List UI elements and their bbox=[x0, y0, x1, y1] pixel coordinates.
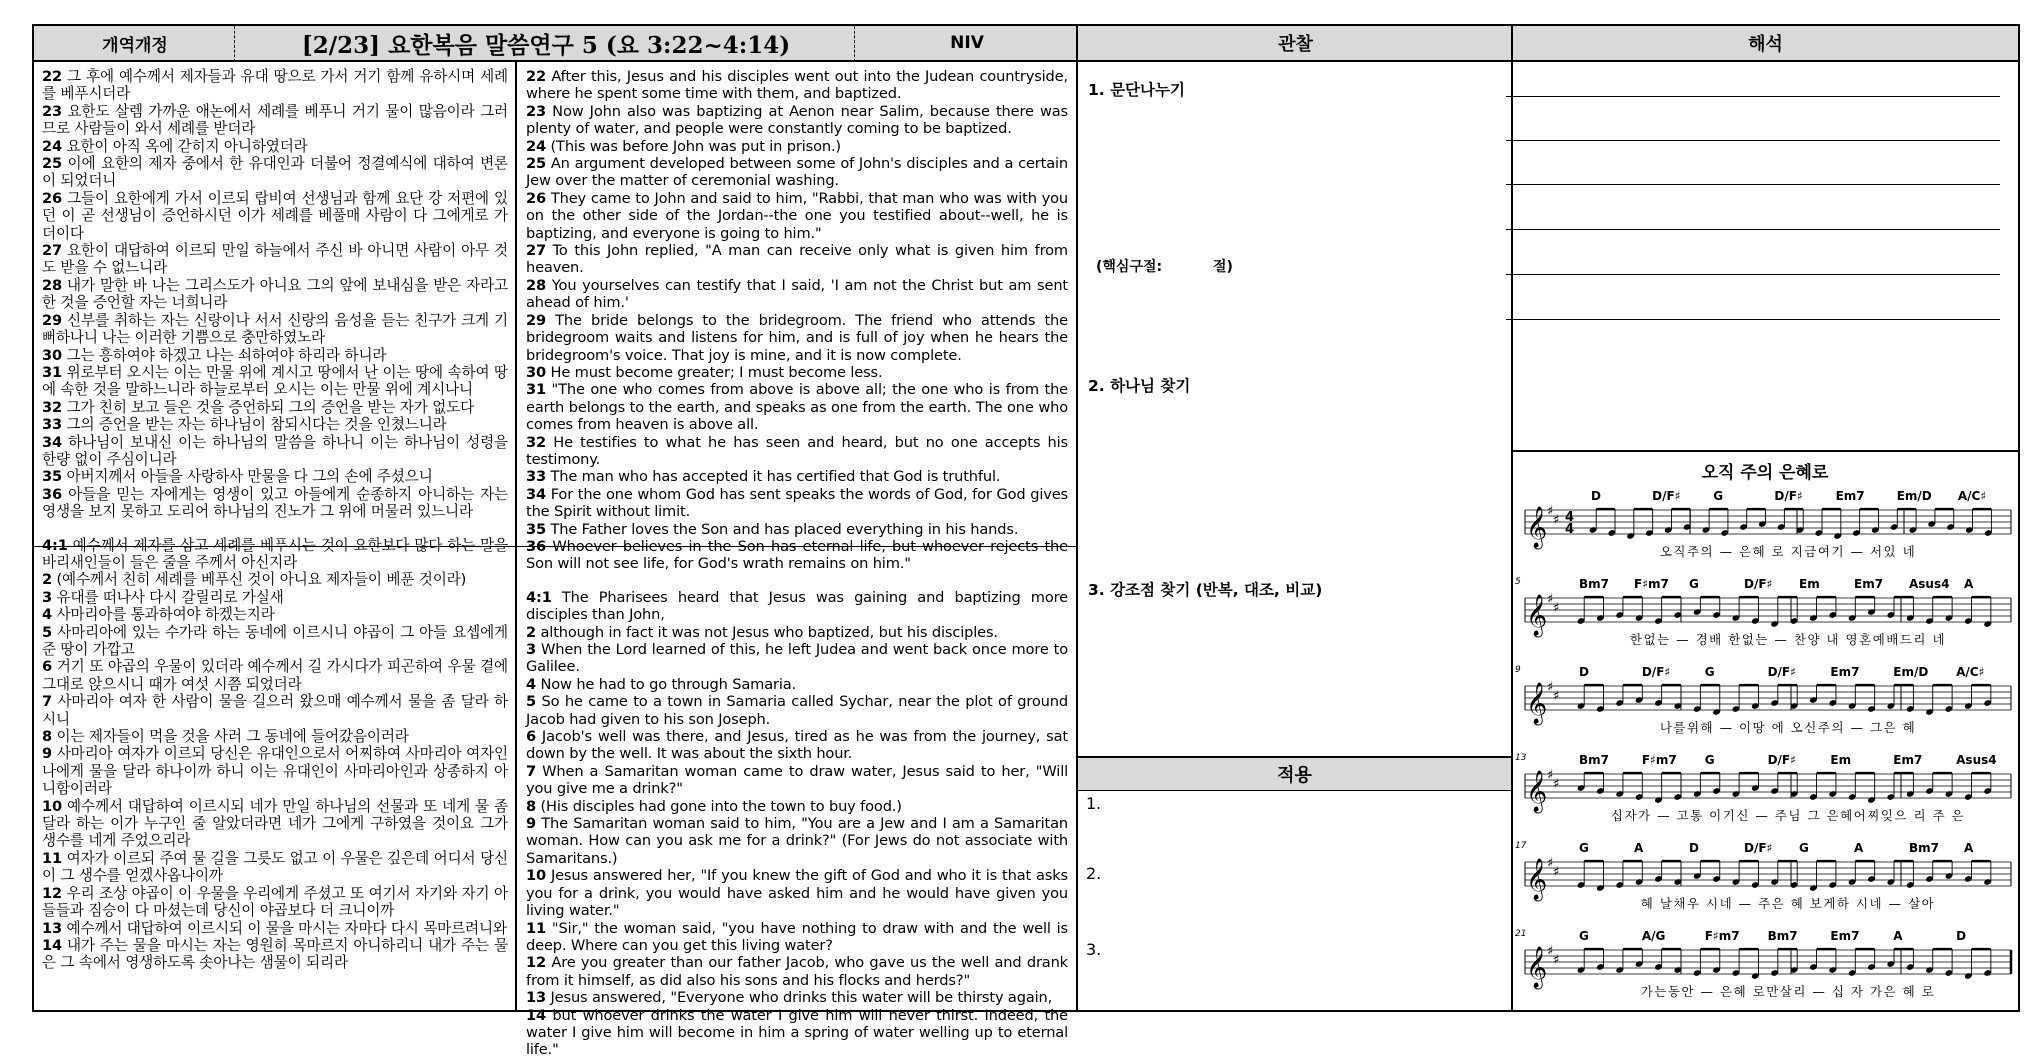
verse-text: 예수께서 제자를 삼고 세례를 베푸시는 것이 요한보다 많다 하는 말을 바리새인들이 들은 줄을 주께서 아신지라 bbox=[42, 536, 508, 571]
verse-number: 8 bbox=[526, 797, 537, 815]
verse-number: 9 bbox=[526, 815, 537, 833]
key-sharp: ♯ bbox=[1553, 689, 1560, 704]
verse-number: 30 bbox=[526, 363, 547, 381]
verse-text: but whoever drinks the water I give him will never thirst. Indeed, the water I give him will become in him a spring of water welling up to eternal life." bbox=[526, 1006, 1068, 1059]
verse-text: 사마리아 여자가 이르되 당신은 유대인으로서 어찌하여 사마리아 여자인 나에게 물을 달라 하나이까 하니 이는 유대인이 사마리아인과 상종하지 아니함이러라 bbox=[42, 745, 508, 798]
verse-text: The Pharisees heard that Jesus was gaining and baptizing more disciples than John, bbox=[526, 588, 1068, 624]
verse-text: 유대를 떠나사 다시 갈릴리로 가실새 bbox=[52, 588, 284, 606]
verse-text: 이는 제자들이 먹을 것을 사러 그 동네에 들어갔음이러라 bbox=[52, 728, 409, 746]
chord-symbol: D/F♯ bbox=[1767, 665, 1796, 679]
key-sharp: ♯ bbox=[1553, 513, 1560, 528]
verse-text: 내가 말한 바 나는 그리스도가 아니요 그의 앞에 보내심을 받은 자라고 한 것을 증언할 자는 너희니라 bbox=[42, 276, 508, 312]
verse-number: 6 bbox=[42, 658, 53, 676]
verse-text: 요한이 대답하여 이르되 만일 하늘에서 주신 바 아니면 사람이 아무 것도 받을 수 없느니라 bbox=[42, 242, 508, 277]
treble-clef: 𝄞 bbox=[1526, 859, 1548, 900]
verse-number: 28 bbox=[42, 276, 63, 294]
sheet-music bbox=[1513, 452, 2018, 1012]
verse-number: 7 bbox=[526, 762, 537, 780]
verse-text: After this, Jesus and his disciples went out into the Judean countryside, where he spent some time with them, and baptized. bbox=[526, 68, 1068, 103]
verse-text: (예수께서 친히 세례를 베푸신 것이 아니요 제자들이 베푼 것이라) bbox=[52, 571, 467, 589]
verse-number: 28 bbox=[526, 276, 547, 294]
verse bbox=[526, 763, 1068, 798]
chord-symbol: Em7 bbox=[1893, 753, 1923, 767]
verse bbox=[526, 155, 1068, 190]
chord-symbol: Asus4 bbox=[1909, 577, 1950, 591]
verse bbox=[526, 693, 1068, 728]
verse bbox=[526, 728, 1068, 763]
measure-number: 13 bbox=[1515, 753, 1527, 763]
verse-text: (This was before John was put in prison.) bbox=[546, 137, 841, 155]
verse bbox=[42, 347, 508, 364]
verse bbox=[526, 242, 1068, 277]
chord-symbol: Em bbox=[1830, 753, 1852, 767]
chord-symbol: G bbox=[1579, 929, 1589, 943]
verse bbox=[42, 277, 508, 312]
verse bbox=[526, 312, 1068, 364]
verse bbox=[526, 68, 1068, 103]
verse-number: 10 bbox=[42, 797, 63, 815]
verse bbox=[526, 589, 1068, 624]
verse bbox=[526, 867, 1068, 919]
verse-number: 23 bbox=[42, 102, 63, 120]
writing-line bbox=[1506, 274, 2000, 275]
key-sharp: ♯ bbox=[1553, 953, 1560, 968]
observe-item-3: 3. 강조점 찾기 (반복, 대조, 비교) bbox=[1088, 581, 1323, 599]
verse-number: 35 bbox=[42, 468, 63, 486]
verse bbox=[42, 399, 508, 416]
verse-number: 27 bbox=[42, 242, 63, 260]
key-sharp: ♯ bbox=[1547, 504, 1554, 519]
niv-text bbox=[526, 68, 1068, 1059]
verse bbox=[526, 920, 1068, 955]
chord-symbol: Bm7 bbox=[1909, 841, 1939, 855]
page-title: [2/23] 요한복음 말씀연구 5 (요 3:22~4:14) bbox=[236, 26, 856, 62]
verse-number: 36 bbox=[526, 537, 547, 555]
verse-text: 아들을 믿는 자에게는 영생이 있고 아들에게 순종하지 아니하는 자는 영생을 보지 못하고 도리어 하나님의 진노가 그 위에 머물러 있느니라 bbox=[42, 485, 508, 521]
verse-number: 13 bbox=[526, 989, 547, 1007]
verse-text: 그가 친히 보고 들은 것을 증언하되 그의 증언을 받는 자가 없도다 bbox=[62, 398, 475, 416]
chord-symbol: G bbox=[1713, 489, 1724, 503]
key-sharp: ♯ bbox=[1547, 592, 1554, 607]
verse bbox=[526, 364, 1068, 381]
verse bbox=[526, 434, 1068, 469]
verse bbox=[526, 538, 1068, 573]
verse-number: 5 bbox=[42, 623, 53, 641]
verse-number: 3 bbox=[42, 588, 53, 606]
verse-text: 그는 흥하여야 하겠고 나는 쇠하여야 하리라 하니라 bbox=[62, 346, 387, 364]
verse-text: 위로부터 오시는 이는 만물 위에 계시고 땅에서 난 이는 땅에 속하여 땅에 속한 것을 말하느니라 하늘로부터 오시는 이는 만물 위에 계시나니 bbox=[42, 363, 508, 399]
chord-symbol: D/F♯ bbox=[1641, 665, 1671, 679]
verse-text: 요한이 아직 옥에 갇히지 아니하였더라 bbox=[62, 137, 308, 155]
verse bbox=[42, 606, 508, 623]
verse-text: Jesus answered her, "If you knew the gift of God and who it is that asks you for a drink, you would have asked him and he would have given you living water." bbox=[526, 867, 1068, 920]
chord-symbol: A/C♯ bbox=[1956, 665, 1985, 679]
verse-text: 내가 주는 물을 마시는 자는 영원히 목마르지 아니하리니 내가 주는 물은 그 속에서 영생하도록 솟아나는 샘물이 되리라 bbox=[42, 936, 508, 972]
verse-number: 11 bbox=[526, 919, 547, 937]
verse-number: 3 bbox=[526, 641, 537, 658]
verse-text: The bride belongs to the bridegroom. The friend who attends the bridegroom waits and listens for him, and is full of joy when he hears the bridegroom's voice. That joy is mine, and it is now complete. bbox=[526, 311, 1068, 364]
verse-text: An argument developed between some of John's disciples and a certain Jew over the matter of ceremonial washing. bbox=[526, 155, 1068, 190]
verse-text: 요한도 살렘 가까운 애논에서 세례를 베푸니 거기 물이 많음이라 그러므로 사람들이 와서 세례를 받더라 bbox=[42, 102, 508, 138]
chord-symbol: Bm7 bbox=[1579, 577, 1609, 591]
verse bbox=[42, 850, 508, 885]
verse-text: Now John also was baptizing at Aenon near Salim, because there was plenty of water, and people were constantly coming to be baptized. bbox=[526, 102, 1068, 138]
verse-text: So he came to a town in Samaria called Sychar, near the plot of ground Jacob had given to his son Joseph. bbox=[526, 693, 1068, 728]
lyrics-line: 나를위해 — 이땅 에 오신주의 — 그은 혜 bbox=[1659, 720, 1917, 735]
treble-clef: 𝄞 bbox=[1526, 683, 1548, 724]
verse bbox=[526, 190, 1068, 242]
verse-number: 26 bbox=[526, 189, 547, 207]
verse bbox=[526, 954, 1068, 989]
divider bbox=[234, 26, 235, 62]
verse-text: "Sir," the woman said, "you have nothing to draw with and the well is deep. Where can you get this living water? bbox=[526, 919, 1068, 954]
verse-number: 27 bbox=[526, 242, 547, 260]
chord-symbol: Em/D bbox=[1893, 665, 1929, 679]
verse bbox=[526, 486, 1068, 521]
chord-symbol: A bbox=[1634, 841, 1644, 855]
treble-clef: 𝄞 bbox=[1526, 507, 1548, 548]
apply-item-3: 3. bbox=[1086, 940, 1102, 959]
chord-symbol: Em7 bbox=[1830, 665, 1860, 679]
chord-symbol: Em7 bbox=[1854, 577, 1884, 591]
korean-text bbox=[42, 68, 508, 972]
apply-header: 적용 bbox=[1078, 758, 1511, 791]
verse-text: The Samaritan woman said to him, "You are a Jew and I am a Samaritan woman. How can you ask me for a drink?" (For Jews do not associate with Samaritans.) bbox=[526, 815, 1068, 867]
verse bbox=[42, 728, 508, 745]
verse bbox=[526, 1007, 1068, 1059]
verse-number: 4:1 bbox=[42, 536, 68, 554]
chord-symbol: A bbox=[1964, 577, 1974, 591]
verse-text: For the one whom God has sent speaks the words of God, for God gives the Spirit without limit. bbox=[526, 485, 1068, 521]
song-title: 오직 주의 은혜로 bbox=[1701, 463, 1829, 483]
chord-symbol: D bbox=[1579, 665, 1589, 679]
writing-line bbox=[1506, 229, 2000, 230]
verse bbox=[42, 537, 508, 572]
verse-number: 22 bbox=[42, 68, 63, 85]
key-sharp: ♯ bbox=[1547, 768, 1554, 783]
verse bbox=[42, 364, 508, 399]
verse-text: 신부를 취하는 자는 신랑이나 서서 신랑의 음성을 듣는 친구가 크게 기뻐하나니 나는 이러한 기쁨으로 충만하였노라 bbox=[42, 311, 508, 347]
chord-symbol: F♯m7 bbox=[1704, 929, 1740, 943]
verse-number: 13 bbox=[42, 919, 63, 937]
verse bbox=[42, 693, 508, 728]
chord-symbol: D/F♯ bbox=[1767, 753, 1796, 767]
time-signature: 4 bbox=[1565, 510, 1575, 525]
verse-text: 이에 요한의 제자 중에서 한 유대인과 더불어 정결예식에 대하여 변론이 되었더니 bbox=[42, 155, 508, 190]
verse-text: Whoever believes in the Son has eternal life, but whoever rejects the Son will not see life, for God's wrath remains on him." bbox=[526, 537, 1068, 573]
verse-number: 25 bbox=[42, 155, 63, 173]
verse-number: 31 bbox=[526, 381, 547, 399]
key-sharp: ♯ bbox=[1553, 865, 1560, 880]
verse-number: 12 bbox=[42, 884, 63, 902]
verse bbox=[42, 312, 508, 347]
chord-symbol: Em7 bbox=[1835, 489, 1865, 503]
verse-number: 22 bbox=[526, 68, 547, 85]
verse-number: 7 bbox=[42, 693, 53, 711]
chord-symbol: D/F♯ bbox=[1652, 489, 1681, 503]
chord-symbol: A bbox=[1893, 929, 1903, 943]
verse-number: 33 bbox=[42, 416, 63, 434]
chord-symbol: G bbox=[1579, 841, 1589, 855]
verse-text: 사마리아에 있는 수가라 하는 동네에 이르시니 야곱이 그 아들 요셉에게 준 땅이 가깝고 bbox=[42, 623, 508, 658]
verse-text: 사마리아를 통과하여야 하겠는지라 bbox=[52, 606, 275, 624]
observe-item-2: 2. 하나님 찾기 bbox=[1088, 377, 1191, 395]
verse-text: "The one who comes from above is above all; the one who is from the earth belongs to the earth, and speaks as one from the earth. The one who comes from heaven is above all. bbox=[526, 381, 1068, 434]
chord-symbol: D bbox=[1591, 489, 1601, 503]
divider bbox=[515, 62, 517, 1012]
verse bbox=[42, 486, 508, 521]
verse-number: 29 bbox=[42, 311, 63, 329]
verse-text: You yourselves can testify that I said, 'I am not the Christ but am sent ahead of him.' bbox=[526, 276, 1068, 312]
treble-clef: 𝄞 bbox=[1526, 595, 1548, 636]
verse bbox=[526, 277, 1068, 312]
verse bbox=[42, 589, 508, 606]
verse-text: When the Lord learned of this, he left Judea and went back once more to Galilee. bbox=[526, 641, 1068, 676]
verse bbox=[526, 798, 1068, 815]
verse-text: 우리 조상 야곱이 이 우물을 우리에게 주셨고 또 여기서 자기와 자기 아들들과 짐승이 다 마셨는데 당신이 야곱보다 더 크니이까 bbox=[42, 884, 508, 920]
key-sharp: ♯ bbox=[1553, 601, 1560, 616]
verse bbox=[42, 571, 508, 588]
verse bbox=[526, 468, 1068, 485]
verse bbox=[526, 381, 1068, 433]
header-observe: 관찰 bbox=[1078, 26, 1513, 62]
key-verse-suffix: 절) bbox=[1212, 259, 1233, 275]
verse bbox=[42, 920, 508, 937]
chord-symbol: G bbox=[1799, 841, 1809, 855]
verse-number: 4 bbox=[526, 675, 537, 693]
verse-text: To this John replied, "A man can receive only what is given him from heaven. bbox=[526, 242, 1068, 277]
verse-number: 36 bbox=[42, 485, 63, 503]
verse bbox=[42, 155, 508, 190]
verse bbox=[526, 641, 1068, 676]
verse bbox=[526, 989, 1068, 1006]
verse-text: Jesus answered, "Everyone who drinks this water will be thirsty again, bbox=[546, 989, 1053, 1007]
verse-number: 9 bbox=[42, 745, 53, 763]
verse-number: 12 bbox=[526, 954, 547, 972]
chord-symbol: Asus4 bbox=[1956, 753, 1997, 767]
verse bbox=[526, 521, 1068, 538]
verse-number: 34 bbox=[526, 485, 547, 503]
writing-line bbox=[1506, 140, 2000, 141]
verse bbox=[42, 468, 508, 485]
verse-text: (His disciples had gone into the town to buy food.) bbox=[536, 797, 902, 815]
header-korean-version: 개역개정 bbox=[34, 26, 236, 62]
verse-text: 사마리아 여자 한 사람이 물을 길으러 왔으매 예수께서 물을 좀 달라 하시니 bbox=[42, 693, 508, 728]
chord-symbol: F♯m7 bbox=[1634, 577, 1669, 591]
verse bbox=[42, 745, 508, 797]
verse-number: 6 bbox=[526, 728, 537, 746]
verse-text: 아버지께서 아들을 사랑하사 만물을 다 그의 손에 주셨으니 bbox=[62, 468, 433, 486]
lyrics-line: 십자가 — 고통 이기신 — 주님 그 은혜어찌잊으 리 주 은 bbox=[1610, 808, 1966, 823]
chord-symbol: A bbox=[1964, 841, 1974, 855]
verse-number: 23 bbox=[526, 102, 547, 120]
chord-symbol: Bm7 bbox=[1579, 753, 1609, 767]
verse-text: He testifies to what he has seen and heard, but no one accepts his testimony. bbox=[526, 433, 1068, 468]
verse-text: 여자가 이르되 주여 물 길을 그릇도 없고 이 우물은 깊은데 어디서 당신이 그 생수를 얻겠사옵나이까 bbox=[42, 849, 508, 885]
verse-text: He must become greater; I must become less. bbox=[546, 363, 883, 381]
verse bbox=[42, 190, 508, 242]
key-verse-prefix: (핵심구절: bbox=[1096, 259, 1163, 275]
lyrics-line: 오직주의 — 은혜 로 지금여기 — 서있 네 bbox=[1659, 544, 1917, 559]
chord-symbol: D/F♯ bbox=[1744, 577, 1773, 591]
verse-text: They came to John and said to him, "Rabbi, that man who was with you on the other side of the Jordan--the one you testified about--well, he is baptizing, and everyone is going to him." bbox=[526, 189, 1068, 242]
divider bbox=[854, 26, 855, 62]
verse bbox=[42, 434, 508, 469]
chord-symbol: F♯m7 bbox=[1641, 753, 1677, 767]
observe-item-1: 1. 문단나누기 bbox=[1088, 81, 1185, 99]
chord-symbol: D bbox=[1689, 841, 1699, 855]
treble-clef: 𝄞 bbox=[1526, 947, 1548, 988]
header-niv: NIV bbox=[856, 26, 1078, 62]
verse bbox=[42, 658, 508, 693]
verse-number: 30 bbox=[42, 346, 63, 364]
verse-number: 34 bbox=[42, 433, 63, 451]
header-interpret: 해석 bbox=[1513, 26, 2018, 62]
verse-text: 예수께서 대답하여 이르시되 네가 만일 하나님의 선물과 또 네게 물 좀 달라 하는 이가 누구인 줄 알았더라면 네가 그에게 구하였을 것이요 그가 생수를 네게 주었으리라 bbox=[42, 797, 508, 850]
verse bbox=[526, 676, 1068, 693]
chord-symbol: G bbox=[1689, 577, 1699, 591]
divider bbox=[1076, 26, 1078, 1012]
verse bbox=[42, 103, 508, 138]
verse-number: 25 bbox=[526, 155, 547, 173]
chord-symbol: G bbox=[1704, 665, 1715, 679]
verse-text: The man who has accepted it has certified that God is truthful. bbox=[546, 468, 1001, 486]
verse-number: 14 bbox=[42, 936, 63, 954]
verse-text: Are you greater than our father Jacob, who gave us the well and drank from it himself, as did also his sons and his flocks and herds?" bbox=[526, 954, 1068, 989]
verse-number: 33 bbox=[526, 468, 547, 486]
key-sharp: ♯ bbox=[1553, 777, 1560, 792]
verse-text: Jacob's well was there, and Jesus, tired as he was from the journey, sat down by the well. It was about the sixth hour. bbox=[526, 728, 1068, 763]
chord-symbol: A/C♯ bbox=[1957, 489, 1987, 503]
verse-text: 그들이 요한에게 가서 이르되 랍비여 선생님과 함께 요단 강 저편에 있던 이 곧 선생님이 증언하시던 이가 세례를 베풀매 사람이 다 그에게로 가더이다 bbox=[42, 189, 508, 242]
verse bbox=[526, 103, 1068, 138]
chord-symbol: A bbox=[1854, 841, 1864, 855]
verse-text: When a Samaritan woman came to draw water, Jesus said to her, "Will you give me a drink?" bbox=[526, 762, 1068, 798]
chord-symbol: A/G bbox=[1641, 929, 1666, 943]
lyrics-line: 가는동안 — 은혜 로만살리 — 십 자 가은 혜 로 bbox=[1640, 984, 1936, 999]
writing-line bbox=[1506, 319, 2000, 320]
verse-text: Now he had to go through Samaria. bbox=[536, 675, 797, 693]
apply-item-1: 1. bbox=[1086, 794, 1102, 813]
lyrics-line: 혜 날채우 시네 — 주은 혜 보게하 시네 — 살아 bbox=[1640, 896, 1936, 911]
measure-number: 9 bbox=[1515, 665, 1521, 675]
key-sharp: ♯ bbox=[1547, 680, 1554, 695]
verse bbox=[42, 624, 508, 659]
verse-number: 29 bbox=[526, 311, 547, 329]
verse bbox=[42, 242, 508, 277]
verse-number: 2 bbox=[526, 623, 537, 641]
verse-number: 10 bbox=[526, 867, 547, 885]
apply-item-2: 2. bbox=[1086, 864, 1102, 883]
verse-number: 32 bbox=[526, 433, 547, 451]
verse-number: 4 bbox=[42, 606, 53, 624]
chord-symbol: Em7 bbox=[1830, 929, 1860, 943]
key-verse-label bbox=[1096, 256, 1233, 276]
measure-number: 17 bbox=[1515, 841, 1527, 851]
lyrics-line: 한없는 — 경배 한없는 — 찬양 내 영혼예배드리 네 bbox=[1629, 632, 1947, 647]
verse-number: 26 bbox=[42, 189, 63, 207]
verse bbox=[42, 885, 508, 920]
writing-line bbox=[1506, 96, 2000, 97]
verse bbox=[42, 798, 508, 850]
chord-symbol: D/F♯ bbox=[1744, 841, 1773, 855]
worksheet bbox=[32, 24, 2020, 1059]
verse-number: 31 bbox=[42, 363, 63, 381]
chord-symbol: Em/D bbox=[1896, 489, 1932, 503]
verse bbox=[526, 138, 1068, 155]
verse-number: 8 bbox=[42, 728, 53, 746]
verse-number: 24 bbox=[42, 137, 63, 155]
verse-number: 5 bbox=[526, 693, 537, 711]
verse-text: 예수께서 대답하여 이르시되 이 물을 마시는 자마다 다시 목마르려니와 bbox=[62, 919, 507, 937]
verse-text: 그 후에 예수께서 제자들과 유대 땅으로 가서 거기 함께 유하시며 세례를 베푸시더라 bbox=[42, 68, 508, 103]
chord-symbol: G bbox=[1704, 753, 1715, 767]
key-sharp: ♯ bbox=[1547, 856, 1554, 871]
chord-symbol: D/F♯ bbox=[1774, 489, 1803, 503]
verse bbox=[526, 815, 1068, 867]
chord-symbol: Em bbox=[1799, 577, 1820, 591]
writing-line bbox=[1506, 184, 2000, 185]
verse-text: 그의 증언을 받는 자는 하나님이 참되시다는 것을 인쳤느니라 bbox=[62, 416, 447, 434]
verse-text: although in fact it was not Jesus who baptized, but his disciples. bbox=[536, 623, 998, 641]
treble-clef: 𝄞 bbox=[1526, 771, 1548, 812]
verse bbox=[42, 937, 508, 972]
verse-number: 32 bbox=[42, 398, 63, 416]
verse-text: 거기 또 야곱의 우물이 있더라 예수께서 길 가시다가 피곤하여 우물 곁에 그대로 앉으시니 때가 여섯 시쯤 되었더라 bbox=[42, 658, 508, 693]
verse bbox=[42, 416, 508, 433]
key-sharp: ♯ bbox=[1547, 944, 1554, 959]
measure-number: 21 bbox=[1515, 929, 1527, 939]
verse-number: 35 bbox=[526, 520, 547, 538]
time-signature: 4 bbox=[1565, 522, 1575, 537]
verse-text: The Father loves the Son and has placed everything in his hands. bbox=[546, 520, 1019, 538]
verse-number: 14 bbox=[526, 1006, 547, 1024]
verse-number: 24 bbox=[526, 137, 547, 155]
chord-symbol: Bm7 bbox=[1767, 929, 1798, 943]
verse-number: 2 bbox=[42, 571, 53, 589]
verse-number: 11 bbox=[42, 849, 63, 867]
measure-number: 5 bbox=[1515, 577, 1521, 587]
chord-symbol: D bbox=[1956, 929, 1967, 943]
verse bbox=[42, 68, 508, 103]
verse-text: 하나님이 보내신 이는 하나님의 말씀을 하나니 이는 하나님이 성령을 한량 없이 주심이니라 bbox=[42, 433, 508, 468]
verse bbox=[42, 138, 508, 155]
verse-number: 4:1 bbox=[526, 588, 552, 606]
verse bbox=[526, 624, 1068, 641]
